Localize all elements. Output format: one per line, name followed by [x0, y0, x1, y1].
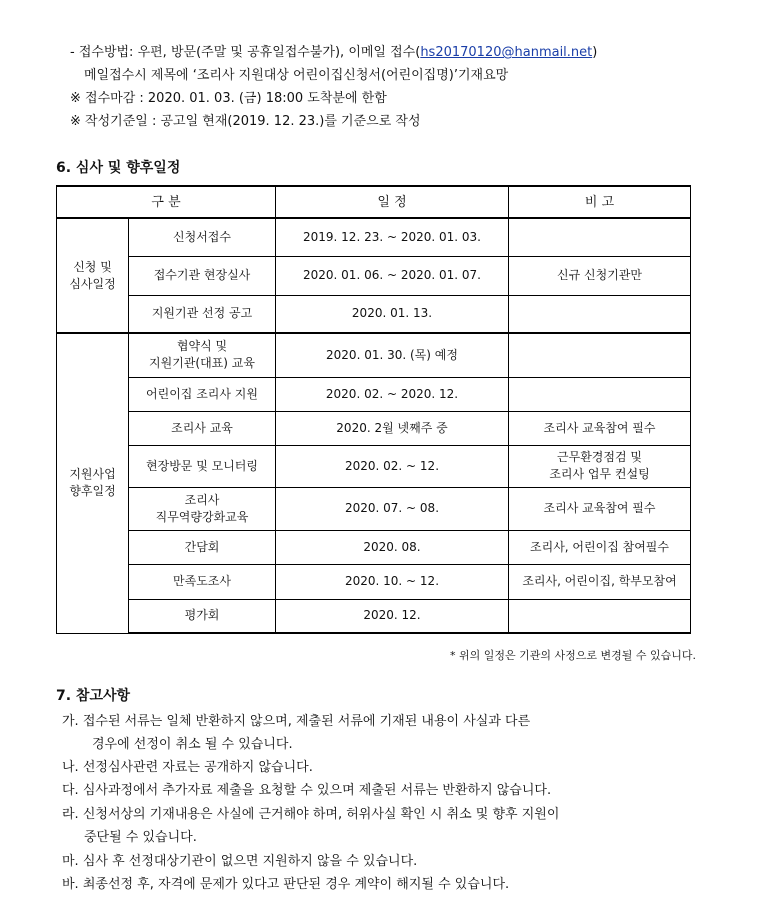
table-row: [57, 411, 691, 445]
table-row: [57, 530, 691, 564]
row-date: 2020. 01. 30. (목) 예정: [276, 333, 509, 377]
row-date: 2020. 07. ~ 08.: [276, 487, 509, 530]
group-label: 지원사업 향후일정: [57, 333, 129, 633]
submission-method-text: - 접수방법: 우편, 방문(주말 및 공휴일접수불가), 이메일 접수(: [70, 45, 421, 60]
schedule-table: [56, 185, 691, 634]
table-row: [57, 295, 691, 333]
row-item: 신청서접수: [129, 218, 276, 256]
row-note: 조리사, 어린이집 참여필수: [509, 530, 691, 564]
section6-title: 6. 심사 및 향후일정: [56, 160, 181, 176]
table-row: [57, 599, 691, 633]
row-note: [509, 295, 691, 333]
row-note: 조리사 교육참여 필수: [509, 487, 691, 530]
email-link[interactable]: hs20170120@hanmail.net: [420, 45, 593, 60]
row-date: 2020. 02. ~ 12.: [276, 445, 509, 487]
row-note: 조리사, 어린이집, 학부모참여: [509, 564, 691, 599]
row-item: 현장방문 및 모니터링: [129, 445, 276, 487]
notice-item-ra: 라. 신청서상의 기재내용은 사실에 근거해야 하며, 허위사실 확인 시 취소 및 향후 지원이: [62, 807, 560, 822]
deadline-note: ※ 접수마감 : 2020. 01. 03. (금) 18:00 도착분에 한함: [70, 91, 387, 106]
row-note: [509, 333, 691, 377]
row-date: 2020. 2월 넷째주 중: [276, 411, 509, 445]
table-row: [57, 333, 691, 377]
row-item: 지원기관 선정 공고: [129, 295, 276, 333]
row-item: 협약식 및 지원기관(대표) 교육: [129, 333, 276, 377]
row-note: 조리사 교육참여 필수: [509, 411, 691, 445]
table-row: [57, 564, 691, 599]
row-date: 2020. 12.: [276, 599, 509, 633]
header-category: 구 분: [57, 186, 276, 218]
notice-item-ba: 바. 최종선정 후, 자격에 문제가 있다고 판단된 경우 계약이 해지될 수 있습니다.: [62, 877, 510, 892]
row-date: 2020. 01. 06. ~ 2020. 01. 07.: [276, 256, 509, 295]
notice-item-da: 다. 심사과정에서 추가자료 제출을 요청할 수 있으며 제출된 서류는 반환하지 않습니다.: [62, 783, 552, 798]
table-row: [57, 218, 691, 256]
notice-item-na: 나. 선정심사관련 자료는 공개하지 않습니다.: [62, 760, 313, 775]
row-item: 접수기관 현장실사: [129, 256, 276, 295]
submission-method-line: [70, 41, 597, 60]
row-item: 조리사 직무역량강화교육: [129, 487, 276, 530]
table-row: [57, 256, 691, 295]
row-item: 조리사 교육: [129, 411, 276, 445]
reference-date-note: ※ 작성기준일 : 공고일 현재(2019. 12. 23.)를 기준으로 작성: [70, 114, 421, 129]
row-note: 근무환경점검 및 조리사 업무 컨설팅: [509, 445, 691, 487]
schedule-footnote: * 위의 일정은 기관의 사정으로 변경될 수 있습니다.: [450, 649, 696, 662]
submission-method-suffix: ): [592, 45, 598, 60]
email-subject-note: 메일접수시 제목에 ‘조리사 지원대상 어린이집신청서(어린이집명)’기재요망: [84, 68, 509, 83]
notice-item-ra-cont: 중단될 수 있습니다.: [84, 830, 197, 845]
row-date: 2020. 08.: [276, 530, 509, 564]
header-remarks: 비 고: [509, 186, 691, 218]
row-date: 2020. 02. ~ 2020. 12.: [276, 377, 509, 411]
row-note: [509, 377, 691, 411]
notice-item-ga: 가. 접수된 서류는 일체 반환하지 않으며, 제출된 서류에 기재된 내용이 사실과 다른: [62, 714, 531, 729]
row-note: [509, 218, 691, 256]
row-item: 만족도조사: [129, 564, 276, 599]
row-date: 2020. 10. ~ 12.: [276, 564, 509, 599]
row-note: 신규 신청기관만: [509, 256, 691, 295]
group-label: 신청 및 심사일정: [57, 218, 129, 333]
table-header-row: [57, 186, 691, 218]
table-row: [57, 377, 691, 411]
notice-item-ga-cont: 경우에 선정이 취소 될 수 있습니다.: [92, 737, 293, 752]
section7-title: 7. 참고사항: [56, 688, 131, 704]
row-date: 2020. 01. 13.: [276, 295, 509, 333]
row-item: 간담회: [129, 530, 276, 564]
row-note: [509, 599, 691, 633]
notice-item-ma: 마. 심사 후 선정대상기관이 없으면 지원하지 않을 수 있습니다.: [62, 854, 418, 869]
table-row: [57, 445, 691, 487]
table-row: [57, 487, 691, 530]
row-item: 평가회: [129, 599, 276, 633]
header-schedule: 일 정: [276, 186, 509, 218]
row-date: 2019. 12. 23. ~ 2020. 01. 03.: [276, 218, 509, 256]
row-item: 어린이집 조리사 지원: [129, 377, 276, 411]
